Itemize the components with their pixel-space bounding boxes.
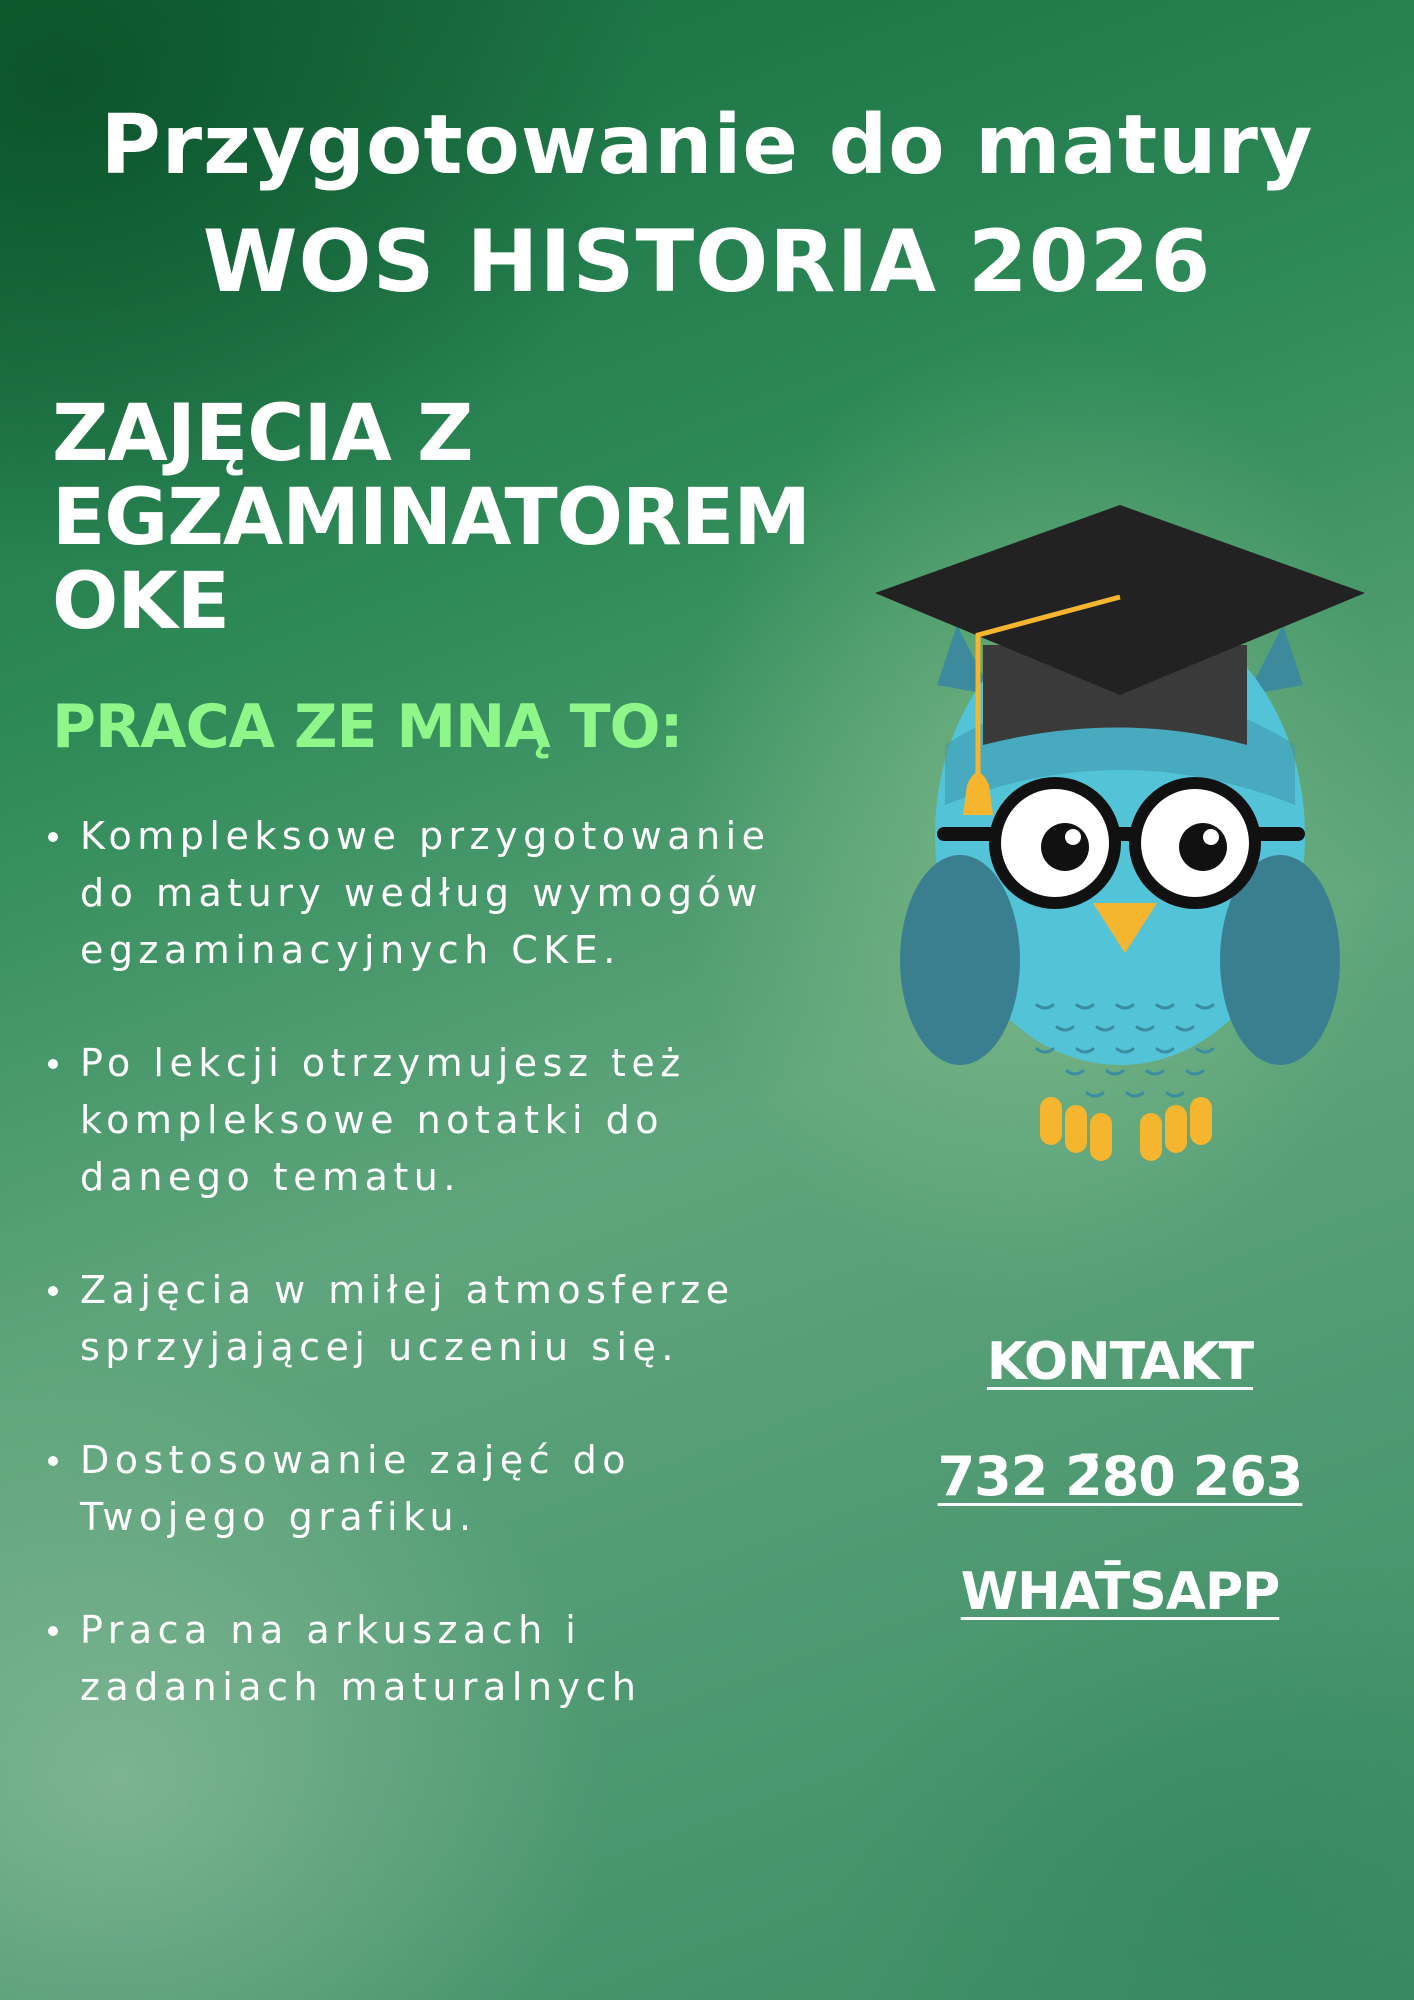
benefit-line: egzaminacyjnych CKE. [80,928,621,972]
benefit-item [44,808,844,979]
bullet-dot-icon [48,1456,58,1466]
benefit-item [44,1602,844,1716]
bullet-dot-icon [48,1059,58,1069]
title-line-1: Przygotowanie do matury [100,98,1314,193]
bullet-dot-icon [48,1286,58,1296]
subheading: PRACA ZE MNĄ TO: [52,692,683,762]
headline [52,389,832,647]
benefit-line: Praca na arkuszach i [80,1608,582,1652]
whatsapp-link[interactable]: WHAT̄SAPP [960,1562,1280,1622]
benefit-item [44,1262,844,1376]
benefit-line: kompleksowe notatki do [80,1098,664,1142]
title-line-2: WOS HISTORIA 2026 [202,212,1212,312]
benefit-line: do matury według wymogów [80,871,763,915]
benefit-line: Zajęcia w miłej atmosferze [80,1268,735,1312]
headline-line-3: OKE [52,557,230,647]
contact-label: KONTAKT [986,1332,1254,1392]
headline-line-2: EGZAMINATOREM [52,473,810,563]
owl-with-graduation-cap-icon [875,505,1365,1175]
benefit-line: Kompleksowe przygotowanie [80,814,771,858]
benefit-line: danego tematu. [80,1155,461,1199]
phone-number-link[interactable]: 732 2̄80 263 [937,1445,1303,1508]
benefit-line: Twojego grafiku. [80,1495,477,1539]
benefit-line: Dostosowanie zajęć do [80,1438,631,1482]
benefit-item [44,1035,844,1206]
benefit-line: Po lekcji otrzymujesz też [80,1041,686,1085]
benefit-line: sprzyjającej uczeniu się. [80,1325,679,1369]
headline-line-1: ZAJĘCIA Z [52,389,473,479]
bullet-dot-icon [48,832,58,842]
bullet-dot-icon [48,1626,58,1636]
benefits-list [44,808,844,1772]
benefit-line: zadaniach maturalnych [80,1665,642,1709]
benefit-item [44,1432,844,1546]
